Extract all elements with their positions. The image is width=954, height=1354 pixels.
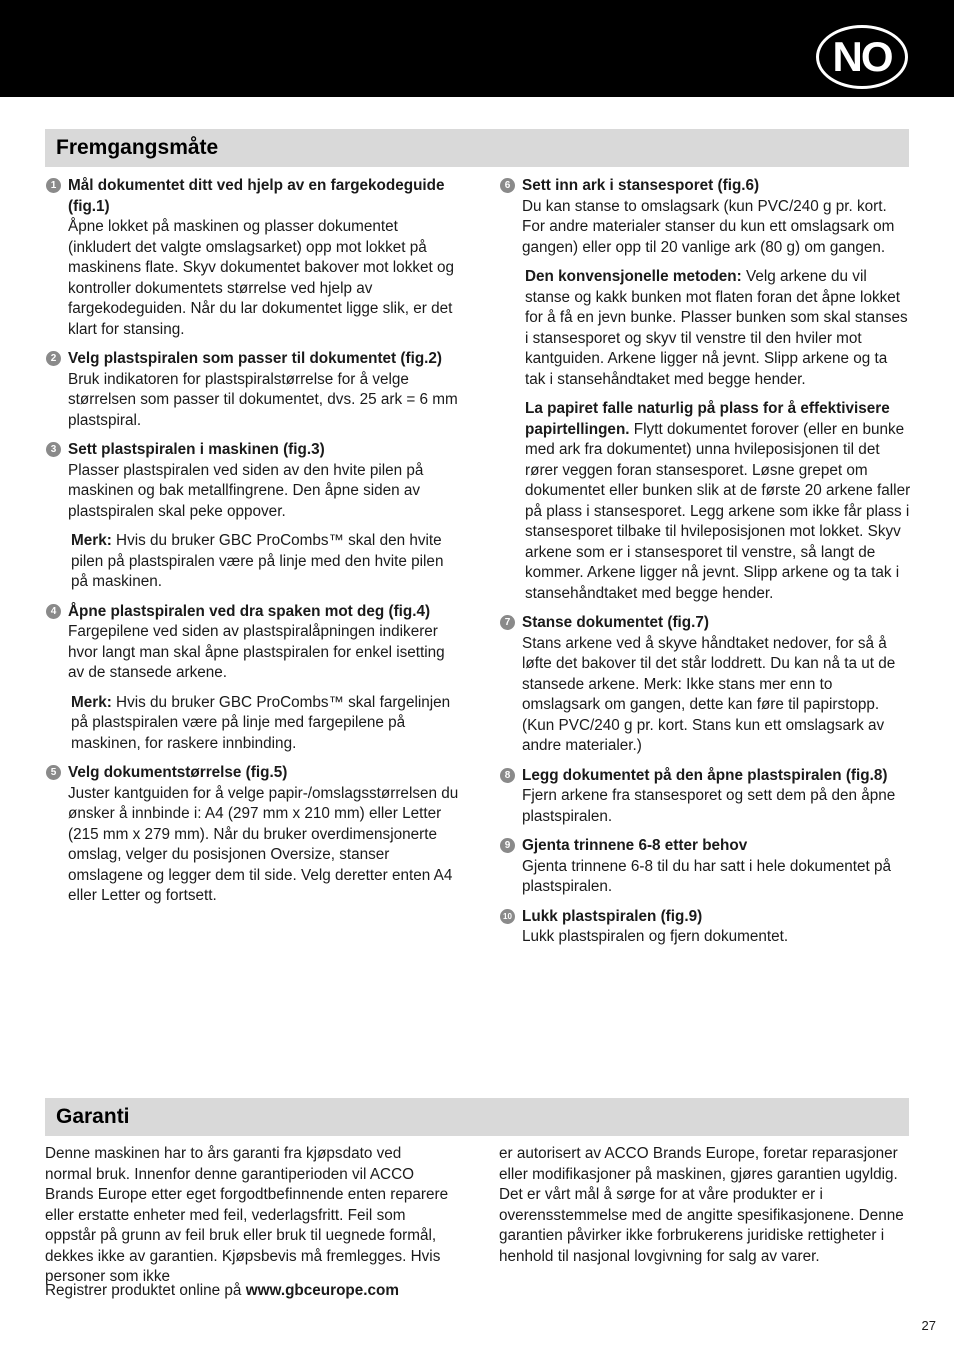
- note-label: Den konvensjonelle metoden:: [525, 268, 742, 285]
- step-number-icon: 1: [46, 178, 61, 193]
- step-body: Fargepilene ved siden av plastspiralåpningen indikerer hvor langt man skal åpne plastspiralen for enkel isetting av de stansede arkene.: [68, 623, 445, 681]
- note-text: Hvis du bruker GBC ProCombs™ skal den hvite pilen på plastspiralen være på linje med den hvite pilen på maskinen.: [71, 532, 444, 590]
- step-title: Velg plastspiralen som passer til dokumentet (fig.2): [68, 350, 443, 367]
- header-bar: [0, 0, 954, 97]
- step-body: Juster kantguiden for å velge papir-/omslagsstørrelsen du ønsker å innbinde i: A4 (297 mm x 210 mm) eller Letter (215 mm x 279 mm). Når du bruker overdimensjonerte omslag, velger du posisjonen Oversize, stanser omslagene og legger dem til side. Velg deretter enten A4 eller Letter og fortsett.: [68, 784, 459, 904]
- steps-column-left: [45, 176, 459, 916]
- step-1: [45, 176, 459, 340]
- step-body: Lukk plastspiralen og fjern dokumentet.: [522, 928, 789, 945]
- warranty-text-right: er autorisert av ACCO Brands Europe, foretar reparasjoner eller modifikasjoner på maskinen, gjøres garantien ugyldig. Det er vårt mål å sørge for at våre produkter er i overensstemmelse med de angitte spesifikasjonene. Denne garantien påvirker ikke forbrukerens juridiske rettigheter i henhold til nasjonal lovgivning for salg av varer.: [499, 1145, 904, 1265]
- step-body: Stans arkene ved å skyve håndtaket nedover, for så å løfte det bakover til det står loddrett. Du kan nå ta ut de stansede arkene. Merk: Ikke stans mer enn to omslagsark om gangen, dette kan føre til papirstopp. (Kun PVC/240 g pr. kort. Stans kun ett omslagsark av andre materialer.): [522, 634, 896, 754]
- steps-column-right: [499, 176, 911, 957]
- note-label: Merk:: [71, 532, 112, 549]
- step-number-icon: 10: [500, 909, 515, 924]
- step-6-note-natural: [525, 399, 911, 604]
- step-4: [45, 602, 459, 684]
- step-body: Åpne lokket på maskinen og plasser dokumentet (inkludert det valgte omslagsarket) opp mot lokket på maskinens flate. Skyv dokumentet bakover mot lokket og kontroller dokumentets størrelse ved hjelp av fargekodeguiden. Når du lar dokumentet ligge slik, er det klart for stansing.: [68, 218, 455, 338]
- step-title: Stanse dokumentet (fig.7): [522, 614, 709, 631]
- section-header-warranty: [45, 1098, 909, 1136]
- section-title: Fremgangsmåte: [56, 136, 219, 159]
- step-number-icon: 4: [46, 604, 61, 619]
- warranty-text-left: Denne maskinen har to års garanti fra kjøpsdato ved normal bruk. Innenfor denne garantiperioden vil ACCO Brands Europe etter eget forgodtbefinnende enten reparere eller erstatte enheter med feil, vederlagsfritt. Feil som oppstår på grunn av feil bruk eller bruk til uegnede formål, dekkes ikke av garantien. Kjøpsbevis må fremlegges. Hvis personer som ikke: [45, 1145, 449, 1285]
- note-text: Hvis du bruker GBC ProCombs™ skal fargelinjen på plastspiralen være på linje med fargepilene på maskinen, for raskere innbinding.: [71, 693, 451, 752]
- step-title: Gjenta trinnene 6-8 etter behov: [522, 837, 748, 854]
- language-badge: NO: [816, 25, 908, 89]
- note-label: La papiret falle naturlig på plass for å effektivisere papirtellingen.: [525, 400, 890, 438]
- step-9: [499, 836, 911, 898]
- step-number-icon: 3: [46, 442, 61, 457]
- note-label: Merk:: [71, 693, 112, 711]
- step-3-note: [71, 531, 459, 593]
- step-6-note-conventional: [525, 267, 911, 390]
- step-2: [45, 349, 459, 431]
- section-header-procedure: [45, 129, 909, 167]
- note-text: Velg arkene du vil stanse og kakk bunken mot flaten foran det åpne lokket for å få en jevn bunke. Plasser bunken som skal stanses i stansesporet og skyv til venstre til den hviler mot kantguiden. Arkene ligger nå jevnt. Slipp arkene og ta tak i stansehåndtaket med begge hender.: [525, 268, 908, 388]
- step-body: Gjenta trinnene 6-8 til du har satt i hele dokumentet på plastspiralen.: [522, 857, 892, 895]
- step-title: Sett inn ark i stansesporet (fig.6): [522, 177, 760, 194]
- step-title: Mål dokumentet ditt ved hjelp av en fargekodeguide (fig.1): [68, 177, 445, 215]
- step-3: [45, 440, 459, 522]
- step-title: Åpne plastspiralen ved dra spaken mot deg (fig.4): [68, 602, 431, 620]
- step-number-icon: 2: [46, 351, 61, 366]
- step-title: Sett plastspiralen i maskinen (fig.3): [68, 441, 325, 458]
- step-title: Lukk plastspiralen (fig.9): [522, 907, 703, 925]
- step-10: [499, 907, 911, 948]
- register-text: Registrer produktet online på: [45, 1282, 246, 1299]
- section-title: Garanti: [56, 1105, 130, 1128]
- step-body: Plasser plastspiralen ved siden av den hvite pilen på maskinen og bak metallfingrene. Den åpne siden av plastspiralen skal peke oppover.: [68, 461, 424, 520]
- step-7: [499, 613, 911, 757]
- step-body: Fjern arkene fra stansesporet og sett dem på den åpne plastspiralen.: [522, 787, 896, 825]
- register-link[interactable]: www.gbceurope.com: [245, 1282, 399, 1299]
- step-number-icon: 7: [500, 615, 515, 630]
- step-5: [45, 763, 459, 907]
- step-body: Bruk indikatoren for plastspiralstørrelse for å velge størrelsen som passer til dokumentet, dvs. 25 ark = 6 mm plastspiral.: [68, 370, 458, 429]
- register-line: [45, 1281, 399, 1302]
- step-number-icon: 6: [500, 178, 515, 193]
- step-8: [499, 766, 911, 828]
- step-6: [499, 176, 911, 258]
- step-number-icon: 5: [46, 765, 61, 780]
- step-title: Legg dokumentet på den åpne plastspiralen (fig.8): [522, 766, 888, 784]
- step-title: Velg dokumentstørrelse (fig.5): [68, 764, 288, 781]
- step-body: Du kan stanse to omslagsark (kun PVC/240 g pr. kort. For andre materialer stanser du kun ett omslagsark om gangen) eller opp til 20 vanlige ark (80 g) om gangen.: [522, 197, 895, 256]
- step-4-note: [71, 693, 459, 755]
- step-number-icon: 8: [500, 768, 515, 783]
- step-number-icon: 9: [500, 838, 515, 853]
- note-text: Flytt dokumentet forover (eller en bunke med ark fra dokumentet) unna hvileposisjonen til det rører veggen foran stansesporet. Løsne grepet om dokumentet eller bunken slik at de første 20 arkene faller på plass i stansesporet. Legg arkene som ikke får plass i stansesporet tilbake til hvileposisjonen mot lokket. Skyv arkene som er i stansesporet til venstre, så langt de kommer. Arkene ligger nå jevnt. Slipp arkene og ta tak i stansehåndtaket med begge hender.: [525, 420, 911, 602]
- page-number: 27: [921, 1318, 936, 1333]
